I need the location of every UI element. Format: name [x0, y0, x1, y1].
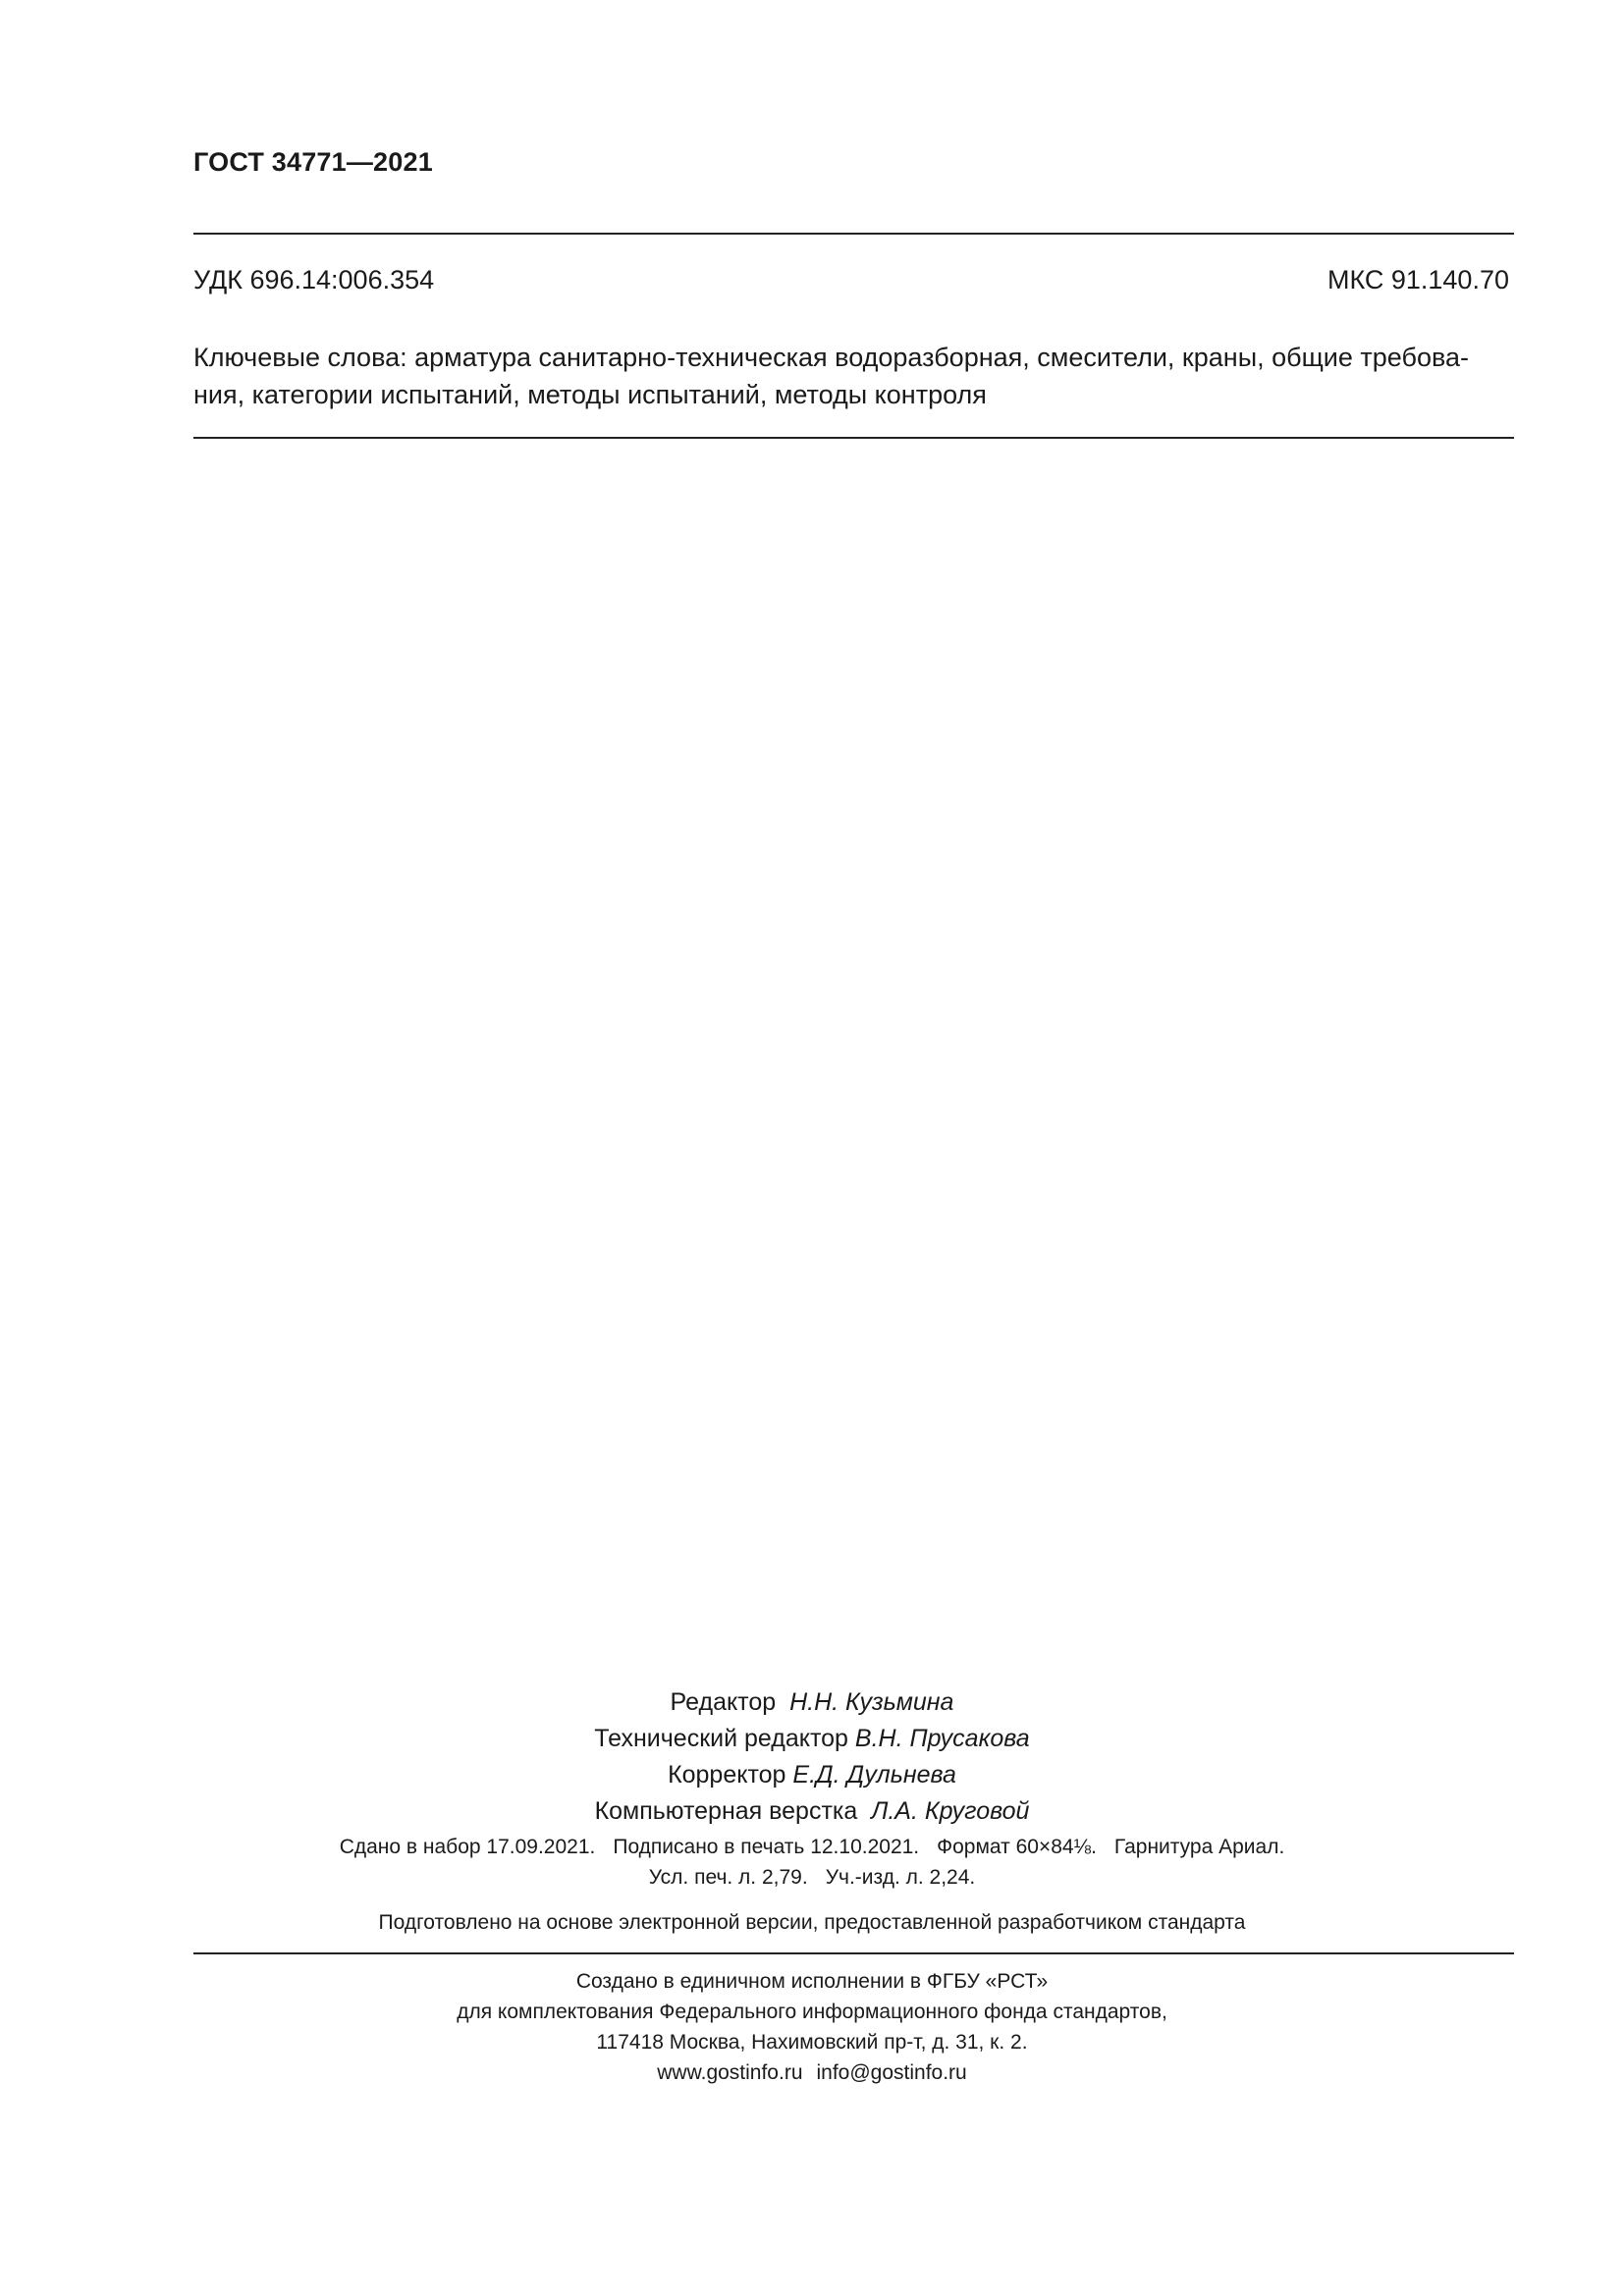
standard-code: ГОСТ 34771—2021	[193, 147, 433, 177]
keywords-line-2: ния, категории испытаний, методы испытаний, методы контроля	[193, 380, 987, 409]
classification-row	[193, 265, 1509, 295]
mks-code: МКС 91.140.70	[1326, 265, 1509, 294]
credit-corrector	[0, 1757, 1624, 1793]
print-info-line-2	[0, 1862, 1624, 1893]
paper-format: Формат 60×84⅛.	[937, 1836, 1097, 1858]
credits-block	[0, 1684, 1624, 1830]
publisher-footer	[0, 1966, 1624, 2088]
footer-line-1: Создано в единичном исполнении в ФГБУ «РСТ»	[575, 1970, 1049, 1993]
website-link[interactable]: www.gostinfo.ru	[657, 2061, 803, 2084]
credit-technical-editor	[0, 1721, 1624, 1757]
submitted-date: Сдано в набор 17.09.2021.	[339, 1836, 596, 1858]
credit-role: Редактор	[670, 1688, 777, 1716]
credit-name: Н.Н. Кузьмина	[789, 1688, 954, 1716]
credit-role: Корректор	[668, 1761, 786, 1789]
print-info-block	[0, 1832, 1624, 1893]
credit-role: Компьютерная верстка	[594, 1797, 858, 1825]
signed-date: Подписано в печать 12.10.2021.	[613, 1836, 920, 1858]
keywords-divider	[193, 437, 1514, 439]
credit-layout	[0, 1793, 1624, 1830]
print-sheets: Усл. печ. л. 2,79.	[648, 1866, 808, 1889]
email-link[interactable]: info@gostinfo.ru	[816, 2061, 967, 2084]
typeface: Гарнитура Ариал.	[1113, 1836, 1285, 1858]
credit-role: Технический редактор	[594, 1725, 848, 1752]
keywords-paragraph	[193, 339, 1517, 413]
keywords-line-1: Ключевые слова: арматура санитарно-техническая водоразборная, смесители, краны, общие требова-	[193, 343, 1470, 372]
credit-name: Л.А. Круговой	[871, 1797, 1030, 1825]
credit-editor	[0, 1684, 1624, 1721]
print-info-line-1	[0, 1832, 1624, 1862]
top-divider	[193, 233, 1514, 235]
credit-name: Е.Д. Дульнева	[792, 1761, 956, 1789]
udk-code: УДК 696.14:006.354	[193, 265, 435, 294]
footer-address: 117418 Москва, Нахимовский пр-т, д. 31, к. 2.	[596, 2031, 1028, 2054]
prepared-note: Подготовлено на основе электронной версии, предоставленной разработчиком стандарта	[378, 1911, 1246, 1934]
footer-line-2: для комплектования Федерального информационного фонда стандартов,	[457, 2001, 1167, 2023]
footer-divider	[193, 1952, 1514, 1954]
footer-contacts	[0, 2057, 1624, 2088]
credit-name: В.Н. Прусакова	[854, 1725, 1030, 1752]
publisher-sheets: Уч.-изд. л. 2,24.	[825, 1866, 976, 1889]
